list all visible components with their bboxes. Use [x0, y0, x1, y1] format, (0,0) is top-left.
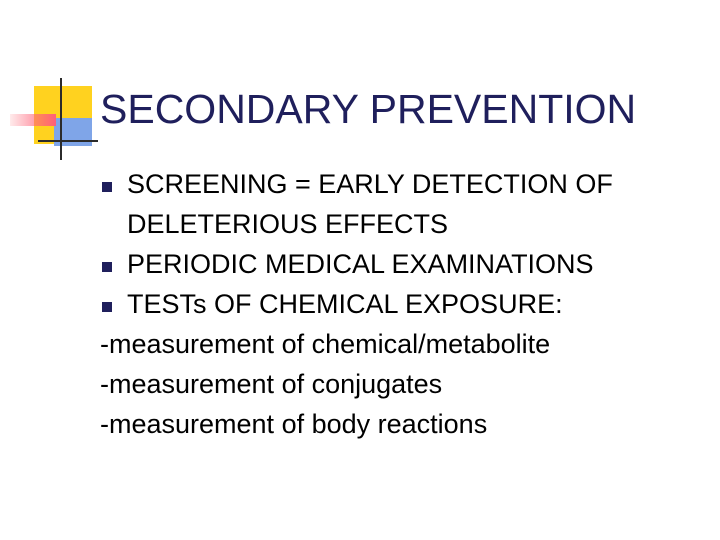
- bullet-item-periodic-exams: [100, 244, 710, 284]
- slide-content: [100, 164, 710, 444]
- square-bullet-icon: [100, 244, 127, 284]
- square-bullet-icon: [100, 284, 127, 324]
- bullet-item-chemical-tests: [100, 284, 710, 324]
- sub-line-chemical-metabolite: -measurement of chemical/metabolite: [100, 329, 551, 359]
- bullet-item-screening: [100, 164, 710, 244]
- slide-logo-decoration: [0, 0, 110, 170]
- logo-horizontal-line: [38, 140, 98, 142]
- sub-line-conjugates: -measurement of conjugates: [100, 369, 443, 399]
- slide-title: SECONDARY PREVENTION: [100, 86, 637, 132]
- logo-red-bar: [10, 114, 56, 126]
- bullet-text-line: SCREENING = EARLY DETECTION OF: [127, 169, 613, 199]
- square-bullet-icon: [100, 164, 127, 204]
- bullet-text-line: DELETERIOUS EFFECTS: [127, 209, 449, 239]
- bullet-text: PERIODIC MEDICAL EXAMINATIONS: [127, 249, 594, 279]
- bullet-text: [127, 164, 613, 244]
- sub-line-body-reactions: -measurement of body reactions: [100, 409, 488, 439]
- logo-vertical-line: [60, 78, 62, 160]
- bullet-text: TESTs OF CHEMICAL EXPOSURE:: [127, 289, 563, 319]
